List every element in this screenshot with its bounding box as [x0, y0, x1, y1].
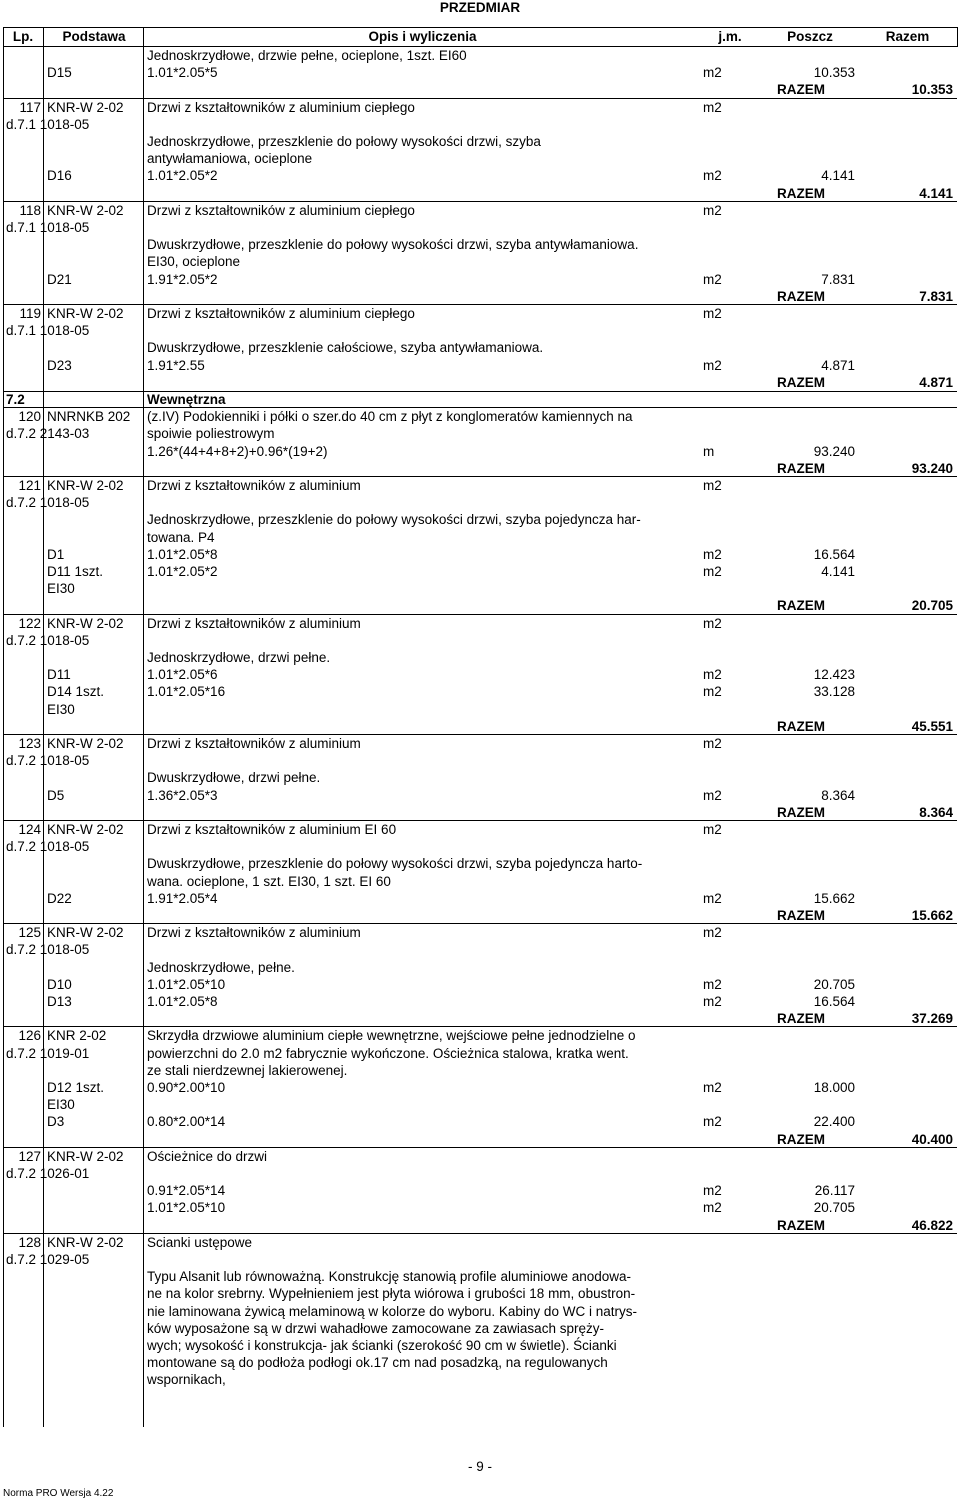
- line-formula: wspornikach,: [147, 1372, 226, 1388]
- total-value: 20.705: [911, 598, 953, 614]
- line-formula: wana. ocieplone, 1 szt. EI30, 1 szt. EI 60: [147, 873, 391, 889]
- item-base-ref: d.7.2 1019-01: [6, 1045, 90, 1061]
- line-unit: m2: [703, 787, 722, 803]
- line-formula: 1.01*2.05*2: [147, 564, 218, 579]
- line-formula: Dwuskrzydłowe, drzwi pełne.: [147, 770, 321, 786]
- item-base-code: KNR-W 2-02: [47, 925, 124, 941]
- item-rule: [3, 820, 957, 821]
- column-rule-left: [3, 27, 4, 1427]
- section-title: Wewnętrzna: [147, 392, 226, 407]
- item-base-code: KNR-W 2-02: [47, 1148, 124, 1164]
- item-title: Drzwi z kształtowników z aluminium: [147, 925, 361, 941]
- line-formula: powierzchni do 2.0 m2 fabrycznie wykończone. Ościeżnica stalowa, kratka went.: [147, 1045, 629, 1061]
- line-partial: 4.141: [821, 564, 855, 579]
- item-rule: [3, 201, 957, 202]
- header-poszcz: Poszcz: [787, 29, 833, 44]
- column-rule-lp: [43, 27, 44, 1427]
- item-number: 127: [18, 1148, 41, 1164]
- line-formula: 1.01*2.05*6: [147, 667, 218, 683]
- line-formula: 1.91*2.05*2: [147, 271, 218, 287]
- line-unit: m2: [703, 1200, 722, 1216]
- total-value: 15.662: [911, 908, 953, 923]
- line-formula: 1.26*(44+4+8+2)+0.96*(19+2): [147, 443, 328, 459]
- line-code: D23: [47, 357, 72, 373]
- total-label: RAZEM: [777, 718, 825, 734]
- line-formula: 1.01*2.05*8: [147, 546, 218, 562]
- line-code: D13: [47, 994, 72, 1009]
- line-unit: m2: [703, 1114, 722, 1130]
- item-base-code: KNR-W 2-02: [47, 99, 124, 115]
- line-formula: 0.80*2.00*14: [147, 1114, 226, 1130]
- line-formula: Dwuskrzydłowe, przeszklenie do połowy wysokości drzwi, szyba antywłamaniowa.: [147, 237, 639, 253]
- line-unit: m2: [703, 890, 722, 906]
- line-formula: 1.01*2.05*16: [147, 684, 226, 700]
- line-formula: Jednoskrzydłowe, drzwie pełne, ocieplone, 1szt. EI60: [147, 48, 467, 63]
- line-code: D21: [47, 271, 72, 287]
- line-formula: 1.01*2.05*10: [147, 1200, 226, 1216]
- line-unit: m2: [703, 994, 722, 1009]
- total-label: RAZEM: [777, 1011, 825, 1027]
- total-label: RAZEM: [777, 804, 825, 820]
- line-unit: m2: [703, 357, 722, 373]
- item-title: Drzwi z kształtowników z aluminium ciepłego: [147, 306, 415, 321]
- total-label: RAZEM: [777, 1131, 825, 1147]
- line-code: D1: [47, 546, 65, 562]
- item-base-code: NNRNKB 202: [47, 409, 131, 425]
- item-rule: [3, 407, 957, 408]
- line-partial: 8.364: [821, 787, 855, 803]
- line-partial: 7.831: [821, 271, 855, 287]
- line-formula: Jednoskrzydłowe, pełne.: [147, 959, 295, 975]
- item-rule: [3, 614, 957, 615]
- line-code: EI30: [47, 581, 75, 597]
- line-partial: 33.128: [813, 684, 855, 700]
- item-rule: [3, 1233, 957, 1234]
- line-partial: 4.871: [821, 357, 855, 373]
- line-partial: 4.141: [821, 168, 855, 184]
- line-partial: 22.400: [813, 1114, 855, 1130]
- item-number: 126: [18, 1028, 41, 1044]
- line-formula: montowane są do podłoża podłogi ok.17 cm nad posadzką, na regulowanych: [147, 1355, 608, 1371]
- page-title: PRZEDMIAR: [439, 0, 521, 15]
- line-code: D16: [47, 168, 72, 184]
- line-partial: 20.705: [813, 976, 855, 992]
- line-unit: m: [703, 443, 715, 459]
- item-base-ref: d.7.2 1029-05: [6, 1252, 90, 1267]
- header-opis: Opis i wyliczenia: [368, 29, 477, 44]
- item-base-ref: d.7.1 1018-05: [6, 116, 90, 132]
- line-unit: m2: [703, 271, 722, 287]
- item-base-code: KNR-W 2-02: [47, 306, 124, 321]
- line-partial: 26.117: [814, 1183, 855, 1199]
- line-code: EI30: [47, 701, 75, 717]
- item-title: Ościeżnice do drzwi: [147, 1148, 268, 1164]
- line-formula: Jednoskrzydłowe, drzwi pełne.: [147, 650, 331, 665]
- total-value: 93.240: [911, 460, 953, 476]
- column-rule-right: [957, 27, 958, 47]
- line-unit: m2: [703, 667, 722, 683]
- line-code: D15: [47, 65, 72, 81]
- line-partial: 16.564: [813, 994, 855, 1009]
- item-base-code: KNR-W 2-02: [47, 615, 124, 631]
- item-base-ref: d.7.2 1018-05: [6, 495, 90, 511]
- line-code: D3: [47, 1114, 65, 1130]
- item-rule: [3, 304, 957, 305]
- total-label: RAZEM: [777, 908, 825, 923]
- line-code: D5: [47, 787, 65, 803]
- item-title-unit: m2: [703, 822, 722, 837]
- line-unit: m2: [703, 1080, 722, 1095]
- item-number: 122: [18, 615, 41, 631]
- item-number: 123: [18, 736, 41, 751]
- item-base-ref: d.7.2 2143-03: [6, 426, 90, 442]
- total-label: RAZEM: [777, 288, 825, 304]
- line-formula: Typu Alsanit lub równoważną. Konstrukcję stanowią profile aluminiowe anodowa-: [147, 1269, 632, 1285]
- item-title-unit: m2: [703, 99, 722, 115]
- line-formula: Dwuskrzydłowe, przeszklenie do połowy wysokości drzwi, szyba pojedyncza harto-: [147, 856, 643, 872]
- line-code: D11: [47, 667, 71, 683]
- line-formula: 0.91*2.05*14: [147, 1183, 226, 1199]
- item-number: 124: [18, 822, 41, 837]
- item-base-ref: d.7.2 1018-05: [6, 839, 90, 855]
- item-title-unit: m2: [703, 478, 722, 493]
- line-unit: m2: [703, 1183, 722, 1199]
- total-label: RAZEM: [777, 374, 825, 390]
- item-base-ref: d.7.2 1018-05: [6, 942, 90, 958]
- line-formula: EI30, ocieplone: [147, 254, 241, 270]
- line-partial: 20.705: [813, 1200, 855, 1216]
- item-rule: [3, 98, 957, 99]
- section-number: 7.2: [6, 392, 25, 407]
- header-lp: Lp.: [12, 29, 34, 44]
- line-partial: 16.564: [813, 546, 855, 562]
- line-partial: 10.353: [813, 65, 855, 81]
- item-rule: [3, 1147, 957, 1148]
- line-formula: 1.01*2.05*5: [147, 65, 218, 81]
- total-label: RAZEM: [777, 598, 825, 614]
- item-base-ref: d.7.2 1026-01: [6, 1166, 90, 1181]
- line-unit: m2: [703, 65, 722, 81]
- line-unit: m2: [703, 976, 722, 992]
- line-formula: Dwuskrzydłowe, przeszklenie całościowe, szyba antywłamaniowa.: [147, 340, 544, 356]
- line-code: D10: [47, 976, 72, 992]
- item-base-ref: d.7.2 1018-05: [6, 753, 90, 769]
- item-title: Drzwi z kształtowników z aluminium ciepłego: [147, 202, 415, 218]
- item-title: (z.IV) Podokienniki i półki o szer.do 40 cm z płyt z konglomeratów kamiennych na: [147, 409, 633, 425]
- line-formula: towana. P4: [147, 529, 215, 545]
- line-formula: 1.01*2.05*8: [147, 994, 218, 1009]
- line-unit: m2: [703, 684, 722, 700]
- item-base-code: KNR-W 2-02: [47, 478, 124, 493]
- line-formula: antywłamaniowa, ocieplone: [147, 151, 313, 167]
- line-formula: ków wyposażone są w drzwi wahadłowe zamocowane za zawiasach spręży-: [147, 1320, 604, 1336]
- line-formula: 1.01*2.05*10: [147, 976, 226, 992]
- item-base-code: KNR-W 2-02: [47, 202, 124, 218]
- item-number: 120: [18, 409, 41, 425]
- item-base-code: KNR-W 2-02: [47, 822, 124, 837]
- item-title: Drzwi z kształtowników z aluminium ciepłego: [147, 99, 415, 115]
- page-number: - 9 -: [467, 1459, 492, 1474]
- line-formula: spoiwie poliestrowym: [147, 426, 275, 442]
- line-formula: 1.91*2.05*4: [147, 890, 218, 906]
- item-number: 119: [19, 306, 41, 321]
- line-formula: Jednoskrzydłowe, przeszklenie do połowy wysokości drzwi, szyba: [147, 134, 541, 149]
- item-title: Drzwi z kształtowników z aluminium EI 60: [147, 822, 397, 837]
- line-partial: 12.423: [813, 667, 855, 683]
- total-label: RAZEM: [777, 82, 825, 98]
- item-number: 128: [18, 1234, 41, 1250]
- line-formula: 1.91*2.55: [147, 357, 205, 373]
- total-label: RAZEM: [777, 1217, 825, 1233]
- line-formula: 1.01*2.05*2: [147, 168, 218, 184]
- total-label: RAZEM: [777, 460, 825, 476]
- total-value: 4.141: [919, 185, 953, 201]
- line-formula: 1.36*2.05*3: [147, 787, 218, 803]
- total-value: 8.364: [919, 804, 953, 820]
- item-base-code: KNR-W 2-02: [47, 736, 124, 751]
- item-number: 117: [19, 99, 41, 115]
- line-partial: 18.000: [813, 1080, 855, 1095]
- line-formula: ne na kolor srebrny. Wypełnieniem jest płyta wiórowa i grubości 18 mm, obustron-: [147, 1286, 636, 1302]
- line-partial: 15.662: [813, 890, 855, 906]
- item-rule: [3, 476, 957, 477]
- total-value: 10.353: [911, 82, 953, 98]
- total-value: 46.822: [911, 1217, 953, 1233]
- line-code: D22: [47, 890, 72, 906]
- line-formula: Jednoskrzydłowe, przeszklenie do połowy wysokości drzwi, szyba pojedyncza har-: [147, 512, 641, 528]
- item-number: 118: [19, 202, 41, 218]
- software-version: Norma PRO Wersja 4.22: [3, 1488, 114, 1499]
- item-title: Scianki ustępowe: [147, 1234, 253, 1250]
- item-number: 125: [18, 925, 41, 941]
- line-formula: ze stali nierdzewnej lakierowenej.: [147, 1062, 348, 1078]
- header-jm: j.m.: [718, 29, 742, 44]
- item-title-unit: m2: [703, 306, 722, 321]
- line-unit: m2: [703, 564, 722, 579]
- item-title-unit: m2: [703, 615, 722, 631]
- item-title: Drzwi z kształtowników z aluminium: [147, 736, 361, 751]
- header-top-rule: [3, 27, 957, 28]
- line-formula: 0.90*2.00*10: [147, 1080, 226, 1095]
- item-base-ref: d.7.1 1018-05: [6, 220, 90, 235]
- line-unit: m2: [703, 546, 722, 562]
- item-rule: [3, 923, 957, 924]
- item-base-code: KNR 2-02: [47, 1028, 107, 1044]
- line-formula: wych; wysokość i konstrukcja- jak ścianki (szerokość 90 cm w świetle). Ścianki: [147, 1338, 617, 1353]
- item-title-unit: m2: [703, 736, 722, 751]
- line-unit: m2: [703, 168, 722, 184]
- item-base-ref: d.7.2 1018-05: [6, 632, 90, 648]
- item-title-unit: m2: [703, 202, 722, 218]
- item-title-unit: m2: [703, 925, 722, 941]
- item-base-ref: d.7.1 1018-05: [6, 323, 90, 339]
- item-number: 121: [18, 478, 41, 493]
- item-rule: [3, 1026, 957, 1027]
- item-title: Drzwi z kształtowników z aluminium: [147, 615, 361, 631]
- item-base-code: KNR-W 2-02: [47, 1234, 124, 1250]
- line-partial: 93.240: [813, 443, 855, 459]
- line-code: D11 1szt.: [47, 564, 104, 579]
- total-value: 45.551: [911, 718, 953, 734]
- column-rule-podstawa: [143, 27, 144, 1427]
- total-value: 40.400: [911, 1131, 953, 1147]
- total-value: 4.871: [919, 374, 953, 390]
- header-bottom-rule: [3, 46, 957, 47]
- line-code: D14 1szt.: [47, 684, 105, 700]
- total-value: 7.831: [919, 288, 953, 304]
- total-value: 37.269: [911, 1011, 953, 1027]
- item-title: Skrzydła drzwiowe aluminium ciepłe wewnętrzne, wejściowe pełne jednodzielne o: [147, 1028, 636, 1044]
- header-podstawa: Podstawa: [62, 29, 126, 44]
- line-code: D12 1szt.: [47, 1080, 105, 1095]
- total-label: RAZEM: [777, 185, 825, 201]
- item-title: Drzwi z kształtowników z aluminium: [147, 478, 361, 493]
- line-formula: nie laminowana żywicą melaminową w kolorze do wyboru. Kabiny do WC i natrys-: [147, 1303, 637, 1319]
- line-code: EI30: [47, 1097, 75, 1113]
- header-razem: Razem: [885, 29, 930, 44]
- item-rule: [3, 734, 957, 735]
